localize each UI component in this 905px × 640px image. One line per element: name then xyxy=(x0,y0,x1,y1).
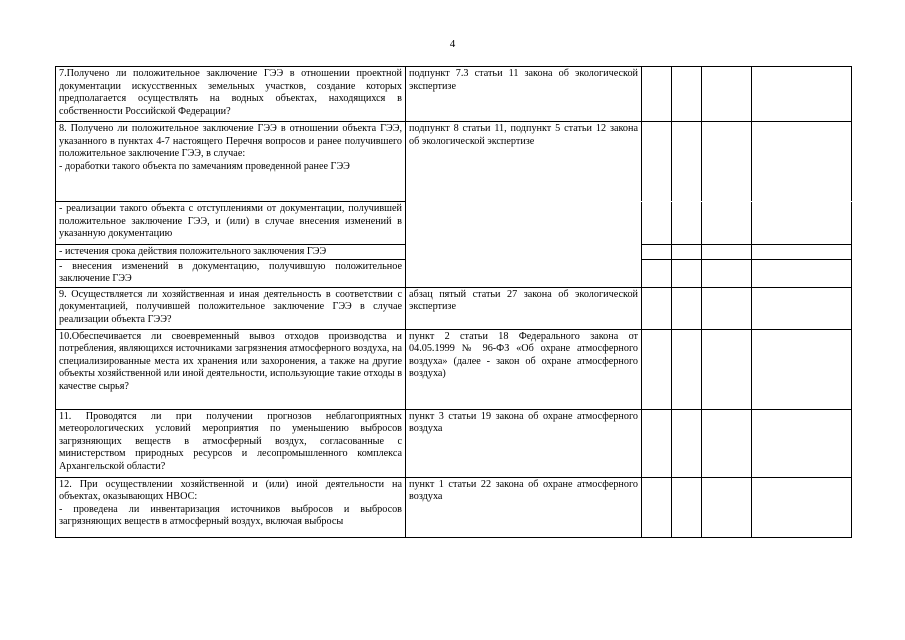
table-row xyxy=(56,245,852,260)
question-cell: 10.Обеспечивается ли своевременный вывоз отходов производства и потребления, являющихся источниками загрязнения атмосферного воздуха, на специализированные места их хранения или захоронения, а также на другие объекты хозяйственной или иной деятельности, использующие такие отходы в качестве сырья? xyxy=(56,329,406,409)
question-cell: 7.Получено ли положительное заключение ГЭЭ в отношении проектной документации искусственных земельных участков, создание которых предполагается осуществлять на водных объектах, находящихся в собственности Российской Федерации? xyxy=(56,67,406,122)
answer-cell-na[interactable] xyxy=(702,477,752,537)
answer-cell-na[interactable] xyxy=(702,287,752,329)
answer-cell-yes[interactable] xyxy=(642,287,672,329)
table-row xyxy=(56,122,852,202)
question-subitem: - реализации такого объекта с отступлениями от документации, получившей положительное заключение ГЭЭ, и (или) в случае внесения изменений в указанную документацию xyxy=(56,202,406,245)
reference-cell-continued xyxy=(406,259,642,287)
question-cell: 11. Проводятся ли при получении прогнозов неблагоприятных метеорологических условий мероприятия по уменьшению выбросов загрязняющих веществ в атмосферный воздух, согласованные с министерством природных ресурсов и лесопромышленного комплекса Архангельской области? xyxy=(56,409,406,477)
note-cell[interactable] xyxy=(752,409,852,477)
reference-cell: пункт 2 статьи 18 Федерального закона от 04.05.1999 № 96-ФЗ «Об охране атмосферного воздуха» (далее - закон об охране атмосферного воздуха) xyxy=(406,329,642,409)
answer-cell-yes[interactable] xyxy=(642,245,672,260)
answer-cell-yes[interactable] xyxy=(642,67,672,122)
answer-cell-yes[interactable] xyxy=(642,477,672,537)
table-row xyxy=(56,259,852,287)
checklist-table xyxy=(55,66,852,538)
note-cell[interactable] xyxy=(752,67,852,122)
answer-cell-yes[interactable] xyxy=(642,122,672,202)
answer-cell-na[interactable] xyxy=(702,245,752,260)
answer-cell-no[interactable] xyxy=(672,122,702,202)
answer-cell-no[interactable] xyxy=(672,329,702,409)
answer-cell-na[interactable] xyxy=(702,67,752,122)
answer-cell-no[interactable] xyxy=(672,259,702,287)
question-cell xyxy=(56,122,406,202)
table-row xyxy=(56,287,852,329)
answer-cell-na[interactable] xyxy=(702,329,752,409)
reference-cell: подпункт 7.3 статьи 11 закона об экологической экспертизе xyxy=(406,67,642,122)
note-cell[interactable] xyxy=(752,287,852,329)
reference-cell: подпункт 8 статьи 11, подпункт 5 статьи 12 закона об экологической экспертизе xyxy=(406,122,642,202)
note-cell[interactable] xyxy=(752,259,852,287)
reference-cell: пункт 3 статьи 19 закона об охране атмосферного воздуха xyxy=(406,409,642,477)
note-cell[interactable] xyxy=(752,245,852,260)
answer-cell-no[interactable] xyxy=(672,245,702,260)
question-cell: 9. Осуществляется ли хозяйственная и иная деятельность в соответствии с документацией, получившей положительное заключение ГЭЭ в случае реализации объекта ГЭЭ? xyxy=(56,287,406,329)
question-subitem: - проведена ли инвентаризация источников выбросов и выбросов загрязняющих веществ в атмосферный воздух, включая выбросы xyxy=(59,503,402,528)
question-subitem: - истечения срока действия положительного заключения ГЭЭ xyxy=(56,245,406,260)
answer-cell-yes[interactable] xyxy=(642,259,672,287)
table-row xyxy=(56,409,852,477)
note-cell[interactable] xyxy=(752,329,852,409)
question-subitem: - внесения изменений в документацию, получившую положительное заключение ГЭЭ xyxy=(56,259,406,287)
question-subitem: - доработки такого объекта по замечаниям проведенной ранее ГЭЭ xyxy=(59,160,350,172)
reference-cell-continued xyxy=(406,202,642,245)
answer-cell-no[interactable] xyxy=(672,477,702,537)
note-cell[interactable] xyxy=(752,202,852,245)
table-row xyxy=(56,477,852,537)
answer-cell-no[interactable] xyxy=(672,287,702,329)
note-cell[interactable] xyxy=(752,477,852,537)
answer-cell-na[interactable] xyxy=(702,259,752,287)
answer-cell-no[interactable] xyxy=(672,202,702,245)
answer-cell-no[interactable] xyxy=(672,67,702,122)
answer-cell-yes[interactable] xyxy=(642,329,672,409)
answer-cell-na[interactable] xyxy=(702,202,752,245)
answer-cell-no[interactable] xyxy=(672,409,702,477)
question-intro: 8. Получено ли положительное заключение ГЭЭ в отношении объекта ГЭЭ, указанного в пунктах 4-7 настоящего Перечня вопросов и ранее получившего положительное заключение ГЭЭ, в случае: xyxy=(59,123,402,160)
question-intro: 12. При осуществлении хозяйственной и (или) иной деятельности на объектах, оказывающих НВОС: xyxy=(59,478,402,503)
answer-cell-na[interactable] xyxy=(702,122,752,202)
reference-cell-continued xyxy=(406,245,642,260)
table-row xyxy=(56,329,852,409)
page-number: 4 xyxy=(449,38,456,50)
reference-cell: абзац пятый статьи 27 закона об экологической экспертизе xyxy=(406,287,642,329)
answer-cell-yes[interactable] xyxy=(642,202,672,245)
note-cell[interactable] xyxy=(752,122,852,202)
reference-cell: пункт 1 статьи 22 закона об охране атмосферного воздуха xyxy=(406,477,642,537)
question-cell xyxy=(56,477,406,537)
table-row xyxy=(56,67,852,122)
answer-cell-na[interactable] xyxy=(702,409,752,477)
table-row xyxy=(56,202,852,245)
answer-cell-yes[interactable] xyxy=(642,409,672,477)
